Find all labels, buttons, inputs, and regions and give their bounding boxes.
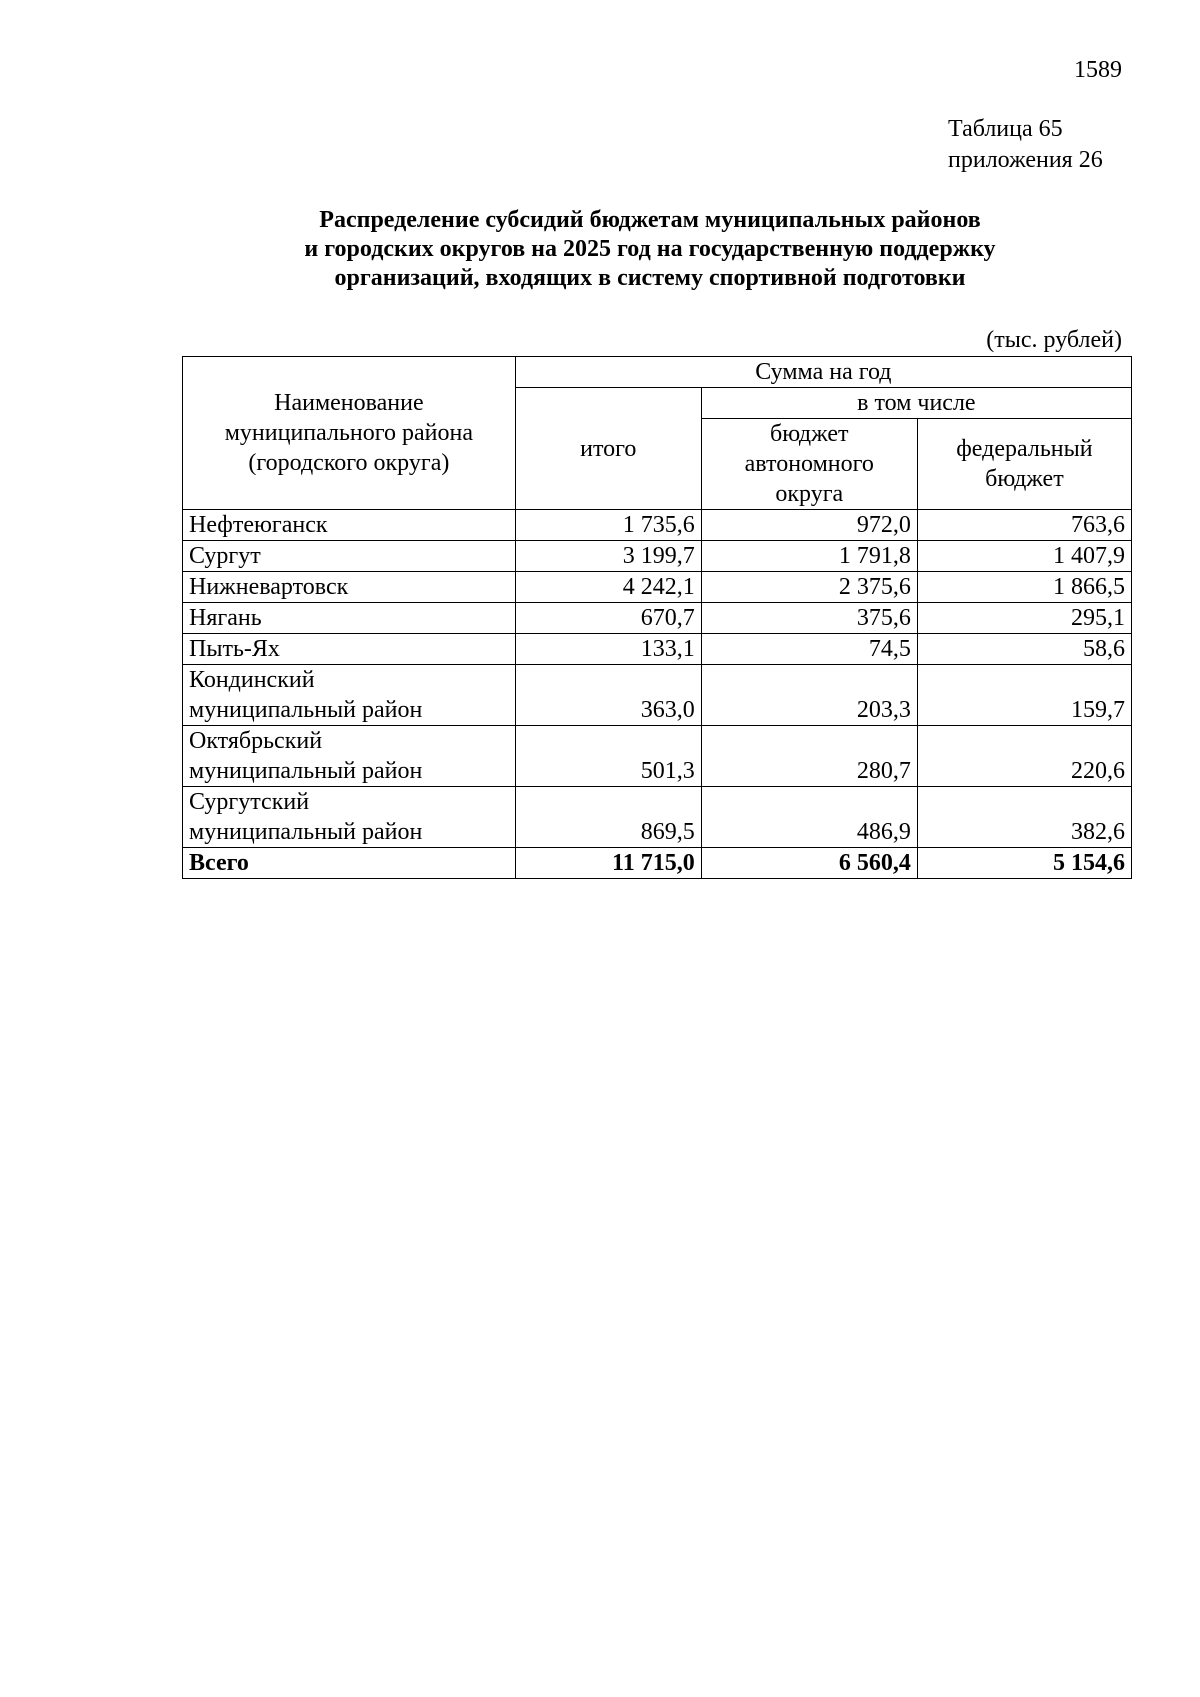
row-federal: 295,1 (917, 603, 1131, 634)
table-reference (948, 114, 1103, 176)
row-name: Октябрьский муниципальный район (183, 726, 516, 787)
row-total: 3 199,7 (515, 541, 701, 572)
row-federal: 1 407,9 (917, 541, 1131, 572)
table-body (183, 510, 1132, 879)
header-federal-budget: федеральный бюджет (917, 419, 1131, 510)
table-row (183, 726, 1132, 787)
title-line-2: и городских округов на 2025 год на государственную поддержку (304, 236, 996, 262)
total-label: Всего (183, 848, 516, 879)
row-autonomous: 972,0 (701, 510, 917, 541)
header-sum-per-year: Сумма на год (515, 357, 1131, 388)
row-name: Пыть-Ях (183, 634, 516, 665)
units-label: (тыс. рублей) (986, 327, 1122, 353)
row-name: Кондинский муниципальный район (183, 665, 516, 726)
row-autonomous: 280,7 (701, 726, 917, 787)
table-number: Таблица 65 (948, 116, 1063, 142)
total-federal: 5 154,6 (917, 848, 1131, 879)
page-number: 1589 (1074, 57, 1122, 83)
title-line-3: организаций, входящих в систему спортивной подготовки (334, 265, 966, 291)
row-total: 1 735,6 (515, 510, 701, 541)
table-row (183, 572, 1132, 603)
header-including: в том числе (701, 388, 1131, 419)
row-name: Сургут (183, 541, 516, 572)
row-name: Нижневартовск (183, 572, 516, 603)
appendix-number: приложения 26 (948, 147, 1103, 173)
row-federal: 58,6 (917, 634, 1131, 665)
table-row (183, 634, 1132, 665)
row-federal: 159,7 (917, 665, 1131, 726)
row-total: 4 242,1 (515, 572, 701, 603)
row-autonomous: 74,5 (701, 634, 917, 665)
row-total: 501,3 (515, 726, 701, 787)
row-autonomous: 375,6 (701, 603, 917, 634)
row-federal: 220,6 (917, 726, 1131, 787)
row-autonomous: 486,9 (701, 787, 917, 848)
row-autonomous: 1 791,8 (701, 541, 917, 572)
header-name: Наименование муниципального района (городского округа) (183, 357, 516, 510)
row-federal: 382,6 (917, 787, 1131, 848)
table-row (183, 510, 1132, 541)
row-total: 133,1 (515, 634, 701, 665)
row-federal: 763,6 (917, 510, 1131, 541)
row-name: Нефтеюганск (183, 510, 516, 541)
row-total: 869,5 (515, 787, 701, 848)
title-line-1: Распределение субсидий бюджетам муниципальных районов (319, 207, 981, 233)
row-autonomous: 2 375,6 (701, 572, 917, 603)
row-total: 670,7 (515, 603, 701, 634)
row-autonomous: 203,3 (701, 665, 917, 726)
subsidy-table (182, 356, 1132, 879)
table-row (183, 603, 1132, 634)
total-sum: 11 715,0 (515, 848, 701, 879)
header-autonomous-budget: бюджет автономного округа (701, 419, 917, 510)
header-total: итого (515, 388, 701, 510)
row-name: Нягань (183, 603, 516, 634)
document-title (180, 206, 1120, 293)
total-autonomous: 6 560,4 (701, 848, 917, 879)
row-total: 363,0 (515, 665, 701, 726)
table-row (183, 665, 1132, 726)
total-row (183, 848, 1132, 879)
table-row (183, 787, 1132, 848)
table-row (183, 541, 1132, 572)
row-name: Сургутский муниципальный район (183, 787, 516, 848)
row-federal: 1 866,5 (917, 572, 1131, 603)
